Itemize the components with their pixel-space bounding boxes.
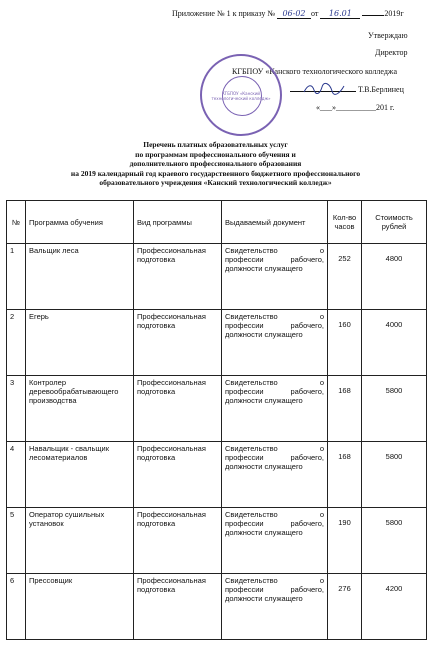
row-price: 4200 (385, 584, 403, 593)
table-row (7, 376, 427, 442)
row-hours-cell (328, 508, 362, 574)
approve-label: Утверждаю (368, 31, 408, 40)
row-type: Профессиональная подготовка (134, 574, 222, 640)
row-type: Профессиональная подготовка (134, 244, 222, 310)
order-date: 16.01 (320, 9, 360, 19)
row-hours-cell (328, 442, 362, 508)
row-type: Профессиональная подготовка (134, 310, 222, 376)
row-doc: Свидетельство о профессии рабочего, должности служащего (222, 442, 328, 508)
row-price: 5800 (385, 452, 403, 461)
official-stamp (200, 54, 282, 136)
row-program: Навальщик - свальщик лесоматериалов (26, 442, 134, 508)
row-hours: 252 (338, 254, 351, 263)
title-line-4: на 2019 календарный год краевого государственного бюджетного профессионального (70, 168, 361, 178)
row-price-cell (362, 574, 427, 640)
stamp-text: КГБПОУ «Канский технологический колледж» (211, 91, 271, 101)
header-price: Стоимость рублей (362, 201, 427, 244)
table-header-row (7, 201, 427, 244)
row-num: 3 (7, 376, 26, 442)
signature-icon (302, 82, 346, 96)
row-doc: Свидетельство о профессии рабочего, должности служащего (222, 508, 328, 574)
row-hours: 168 (338, 452, 351, 461)
header-num: № (7, 201, 26, 244)
row-hours: 168 (338, 386, 351, 395)
row-hours-cell (328, 574, 362, 640)
row-doc: Свидетельство о профессии рабочего, должности служащего (222, 310, 328, 376)
header-program: Программа обучения (26, 201, 134, 244)
row-price-cell (362, 244, 427, 310)
row-doc: Свидетельство о профессии рабочего, должности служащего (222, 574, 328, 640)
row-hours: 160 (338, 320, 351, 329)
director-name: Т.В.Берлинец (358, 85, 404, 94)
row-hours-cell (328, 310, 362, 376)
table-row (7, 244, 427, 310)
row-program: Контролер деревообрабатывающего производства (26, 376, 134, 442)
year-blank (362, 15, 384, 16)
row-program: Оператор сушильных установок (26, 508, 134, 574)
row-type: Профессиональная подготовка (134, 376, 222, 442)
table-row (7, 508, 427, 574)
row-doc: Свидетельство о профессии рабочего, должности служащего (222, 244, 328, 310)
row-price-cell (362, 310, 427, 376)
row-program: Прессовщик (26, 574, 134, 640)
row-price: 5800 (385, 386, 403, 395)
row-num: 4 (7, 442, 26, 508)
table-row (7, 442, 427, 508)
from-label: от (310, 9, 319, 18)
row-hours-cell (328, 244, 362, 310)
year-suffix: 2019г (384, 9, 404, 18)
appendix-label: Приложение № 1 к приказу № (172, 9, 275, 18)
row-doc: Свидетельство о профессии рабочего, должности служащего (222, 376, 328, 442)
table-row (7, 574, 427, 640)
row-price-cell (362, 442, 427, 508)
row-price-cell (362, 376, 427, 442)
organization-name: КГБПОУ «Канского технологического колледжа (232, 67, 398, 76)
title-line-3: дополнительного профессионального образования (129, 159, 302, 168)
row-num: 6 (7, 574, 26, 640)
row-price-cell (362, 508, 427, 574)
table-row (7, 310, 427, 376)
row-price: 5800 (385, 518, 403, 527)
approval-date-line: «___»__________201 г. (316, 103, 395, 112)
title-line-2: по программам профессионального обучения и (135, 149, 296, 159)
row-num: 2 (7, 310, 26, 376)
title-line-5: образовательного учреждения «Канский технологический колледж» (99, 178, 332, 187)
row-type: Профессиональная подготовка (134, 508, 222, 574)
title-line-1: Перечень платных образовательных услуг (143, 140, 288, 149)
row-price: 4800 (385, 254, 403, 263)
row-num: 1 (7, 244, 26, 310)
header-doc: Выдаваемый документ (222, 201, 328, 244)
director-position: Директор (375, 48, 408, 57)
services-table (6, 200, 427, 640)
appendix-line (172, 9, 404, 19)
document-title (0, 140, 431, 188)
row-hours: 276 (338, 584, 351, 593)
row-program: Вальщик леса (26, 244, 134, 310)
row-program: Егерь (26, 310, 134, 376)
row-type: Профессиональная подготовка (134, 442, 222, 508)
header-hours: Кол-во часов (328, 201, 362, 244)
header-type: Вид программы (134, 201, 222, 244)
row-price: 4000 (385, 320, 403, 329)
row-num: 5 (7, 508, 26, 574)
row-hours-cell (328, 376, 362, 442)
order-number: 06-02 (277, 9, 311, 19)
row-hours: 190 (338, 518, 351, 527)
